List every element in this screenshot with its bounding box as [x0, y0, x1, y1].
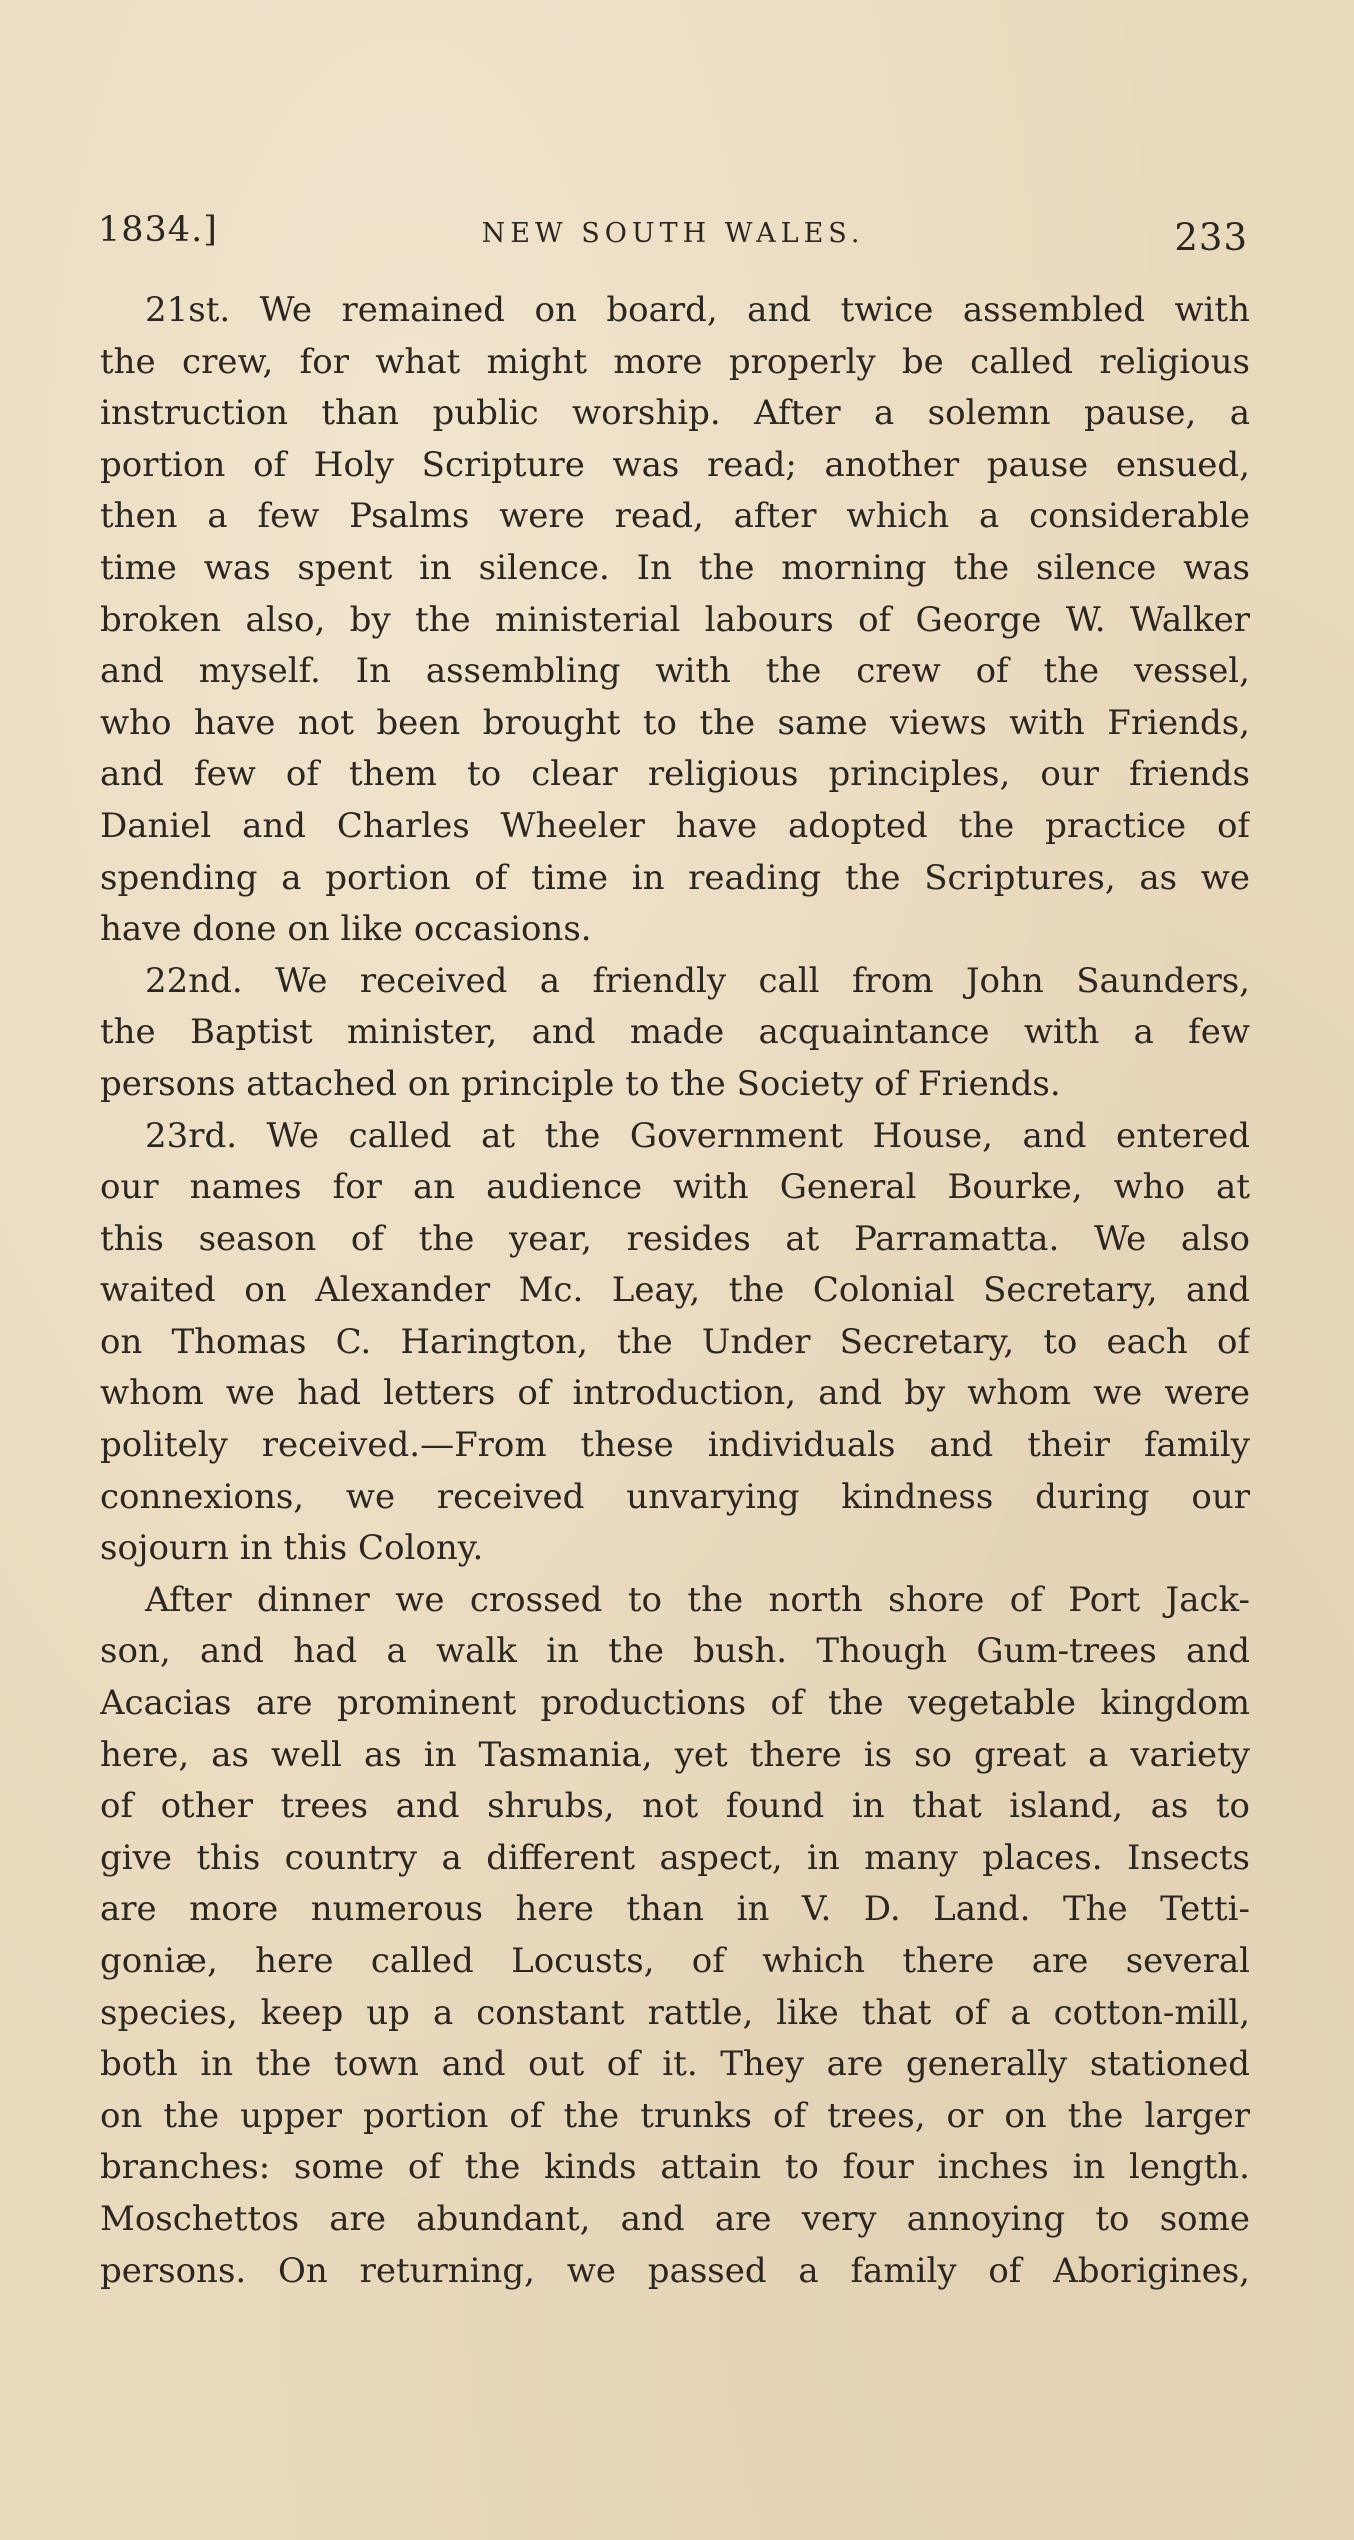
- page-number: 233: [1174, 216, 1248, 259]
- text-line: Daniel and Charles Wheeler have adopted the practice of: [100, 805, 1250, 846]
- text-line: species, keep up a constant rattle, like that of a cotton-mill,: [100, 1992, 1250, 2033]
- text-line: on the upper portion of the trunks of trees, or on the larger: [100, 2095, 1250, 2136]
- text-line: the crew, for what might more properly be called religious: [100, 341, 1250, 382]
- running-head-year: 1834.]: [98, 210, 218, 250]
- running-head: [98, 210, 1248, 270]
- text-line: here, as well as in Tasmania, yet there is so great a variety: [100, 1734, 1250, 1775]
- text-line: persons. On returning, we passed a family of Aborigines,: [100, 2250, 1250, 2291]
- text-line: this season of the year, resides at Parramatta. We also: [100, 1218, 1250, 1259]
- text-line: instruction than public worship. After a solemn pause, a: [100, 393, 1250, 434]
- text-line: and few of them to clear religious principles, our friends: [100, 754, 1250, 795]
- text-line: 23rd. We called at the Government House, and entered: [145, 1115, 1250, 1156]
- text-line: our names for an audience with General Bourke, who at: [100, 1167, 1250, 1208]
- text-line: goniæ, here called Locusts, of which there are several: [100, 1941, 1250, 1981]
- text-line: and myself. In assembling with the crew of the vessel,: [100, 651, 1250, 692]
- text-line: broken also, by the ministerial labours of George W. Walker: [100, 599, 1250, 640]
- text-line: sojourn in this Colony.: [100, 1528, 484, 1569]
- text-line: of other trees and shrubs, not found in that island, as to: [100, 1786, 1250, 1827]
- body-text: [100, 285, 1250, 2297]
- text-line: waited on Alexander Mc. Leay, the Colonial Secretary, and: [100, 1270, 1250, 1311]
- text-line: persons attached on principle to the Society of Friends.: [100, 1063, 1061, 1104]
- text-line: connexions, we received unvarying kindness during our: [100, 1476, 1250, 1517]
- text-line: on Thomas C. Harington, the Under Secretary, to each of: [100, 1321, 1250, 1362]
- text-line: son, and had a walk in the bush. Though Gum-trees and: [100, 1631, 1250, 1672]
- text-line: Moschettos are abundant, and are very annoying to some: [100, 2198, 1250, 2239]
- text-line: are more numerous here than in V. D. Land. The Tetti-: [100, 1889, 1250, 1930]
- text-line: time was spent in silence. In the morning the silence was: [100, 547, 1250, 588]
- text-line: spending a portion of time in reading the Scriptures, as we: [100, 857, 1250, 898]
- text-line: both in the town and out of it. They are generally stationed: [100, 2044, 1250, 2085]
- text-line: have done on like occasions.: [100, 909, 592, 950]
- text-line: the Baptist minister, and made acquaintance with a few: [100, 1012, 1250, 1053]
- text-line: politely received.—From these individuals and their family: [100, 1425, 1250, 1466]
- text-line: branches: some of the kinds attain to four inches in length.: [100, 2147, 1250, 2188]
- text-line: After dinner we crossed to the north shore of Port Jack-: [145, 1579, 1250, 1620]
- text-line: give this country a different aspect, in many places. Insects: [100, 1837, 1250, 1878]
- text-line: 22nd. We received a friendly call from John Saunders,: [145, 960, 1250, 1001]
- text-line: who have not been brought to the same views with Friends,: [100, 702, 1250, 743]
- text-line: then a few Psalms were read, after which a considerable: [100, 496, 1250, 537]
- text-line: portion of Holy Scripture was read; another pause ensued,: [100, 444, 1250, 485]
- text-line: 21st. We remained on board, and twice assembled with: [145, 290, 1250, 330]
- text-line: whom we had letters of introduction, and by whom we were: [100, 1373, 1250, 1414]
- running-head-title: NEW SOUTH WALES.: [481, 218, 865, 249]
- text-line: Acacias are prominent productions of the vegetable kingdom: [100, 1683, 1250, 1724]
